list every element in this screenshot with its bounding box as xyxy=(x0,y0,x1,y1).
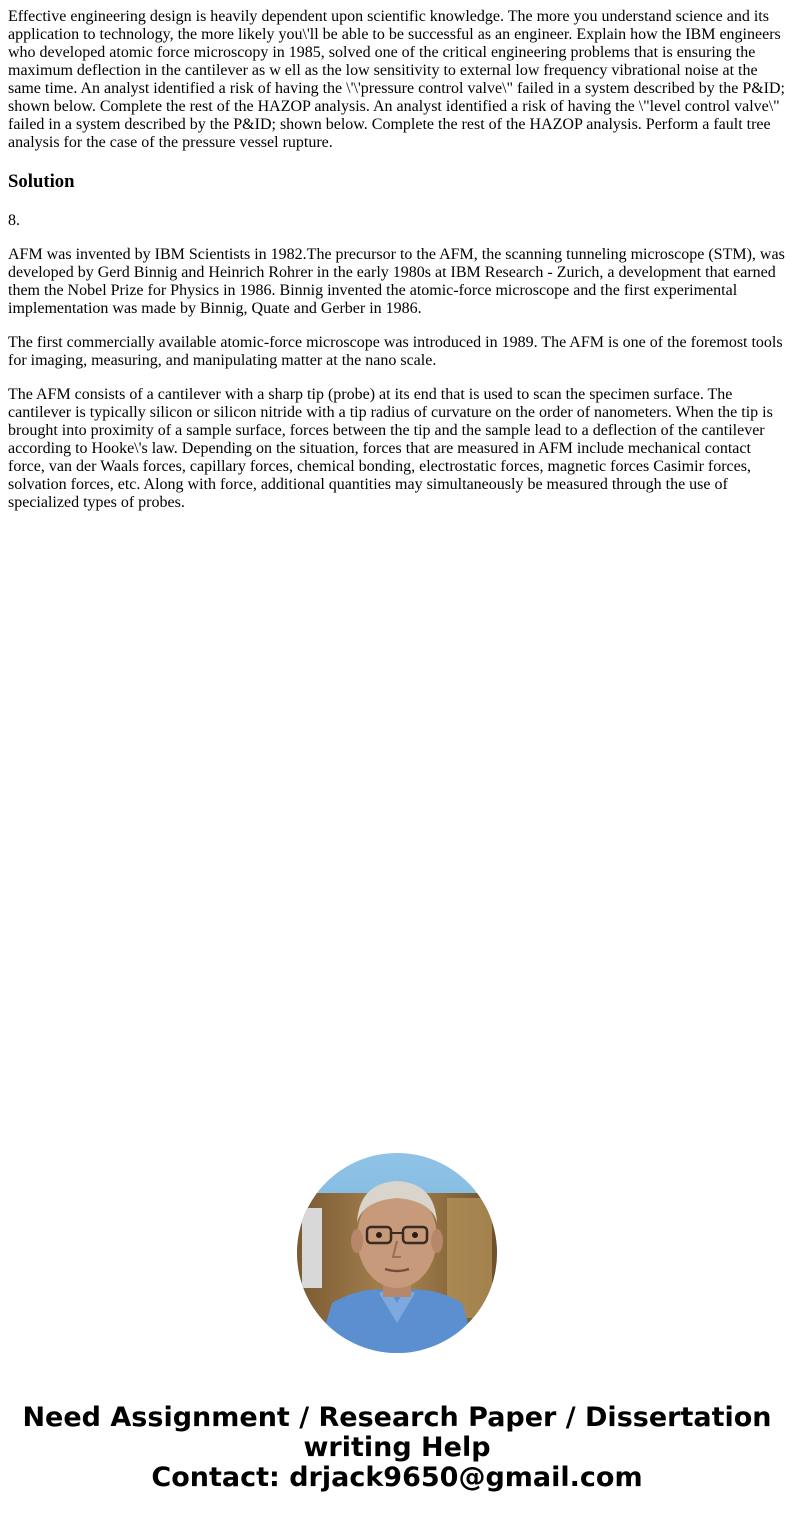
page-content xyxy=(8,8,786,528)
promo-banner xyxy=(0,1403,794,1493)
promo-contact: Contact: drjack9650@gmail.com xyxy=(151,1462,643,1493)
author-avatar xyxy=(297,1153,497,1353)
answer-paragraph-1: AFM was invented by IBM Scientists in 1982.The precursor to the AFM, the scanning tunneling microscope (STM), was developed by Gerd Binnig and Heinrich Rohrer in the early 1980s at IBM Research - Zurich, a development that earned them the Nobel Prize for Physics in 1986. Binnig invented the atomic-force microscope and the first experimental implementation was made by Binnig, Quate and Gerber in 1986. xyxy=(8,246,785,317)
promo-line-2: writing Help xyxy=(303,1432,491,1463)
promo-line-1: Need Assignment / Research Paper / Dissertation xyxy=(22,1402,772,1433)
answer-number: 8. xyxy=(8,212,20,229)
answer-paragraph-2: The first commercially available atomic-force microscope was introduced in 1989. The AFM is one of the foremost tools for imaging, measuring, and manipulating matter at the nano scale. xyxy=(8,334,783,369)
author-portrait-image xyxy=(297,1153,497,1353)
question-text: Effective engineering design is heavily dependent upon scientific knowledge. The more you understand science and its application to technology, the more likely you\'ll be able to be successful as an engineer. Explain how the IBM engineers who developed atomic force microscopy in 1985, solved one of the critical engineering problems that is ensuring the maximum deflection in the cantilever as w ell as the low sensitivity to external low frequency vibrational noise at the same time. An analyst identified a risk of having the \'\'pressure control valve\" failed in a system described by the P&ID; shown below. Complete the rest of the HAZOP analysis. An analyst identified a risk of having the \"level control valve\" failed in a system described by the P&ID; shown below. Complete the rest of the HAZOP analysis. Perform a fault tree analysis for the case of the pressure vessel rupture. xyxy=(8,8,785,151)
answer-paragraph-3: The AFM consists of a cantilever with a sharp tip (probe) at its end that is used to scan the specimen surface. The cantilever is typically silicon or silicon nitride with a tip radius of curvature on the order of nanometers. When the tip is brought into proximity of a sample surface, forces between the tip and the sample lead to a deflection of the cantilever according to Hooke\'s law. Depending on the situation, forces that are measured in AFM include mechanical contact force, van der Waals forces, capillary forces, chemical bonding, electrostatic forces, magnetic forces Casimir forces, solvation forces, etc. Along with force, additional quantities may simultaneously be measured through the use of specialized types of probes. xyxy=(8,386,773,511)
solution-heading: Solution xyxy=(8,171,75,192)
